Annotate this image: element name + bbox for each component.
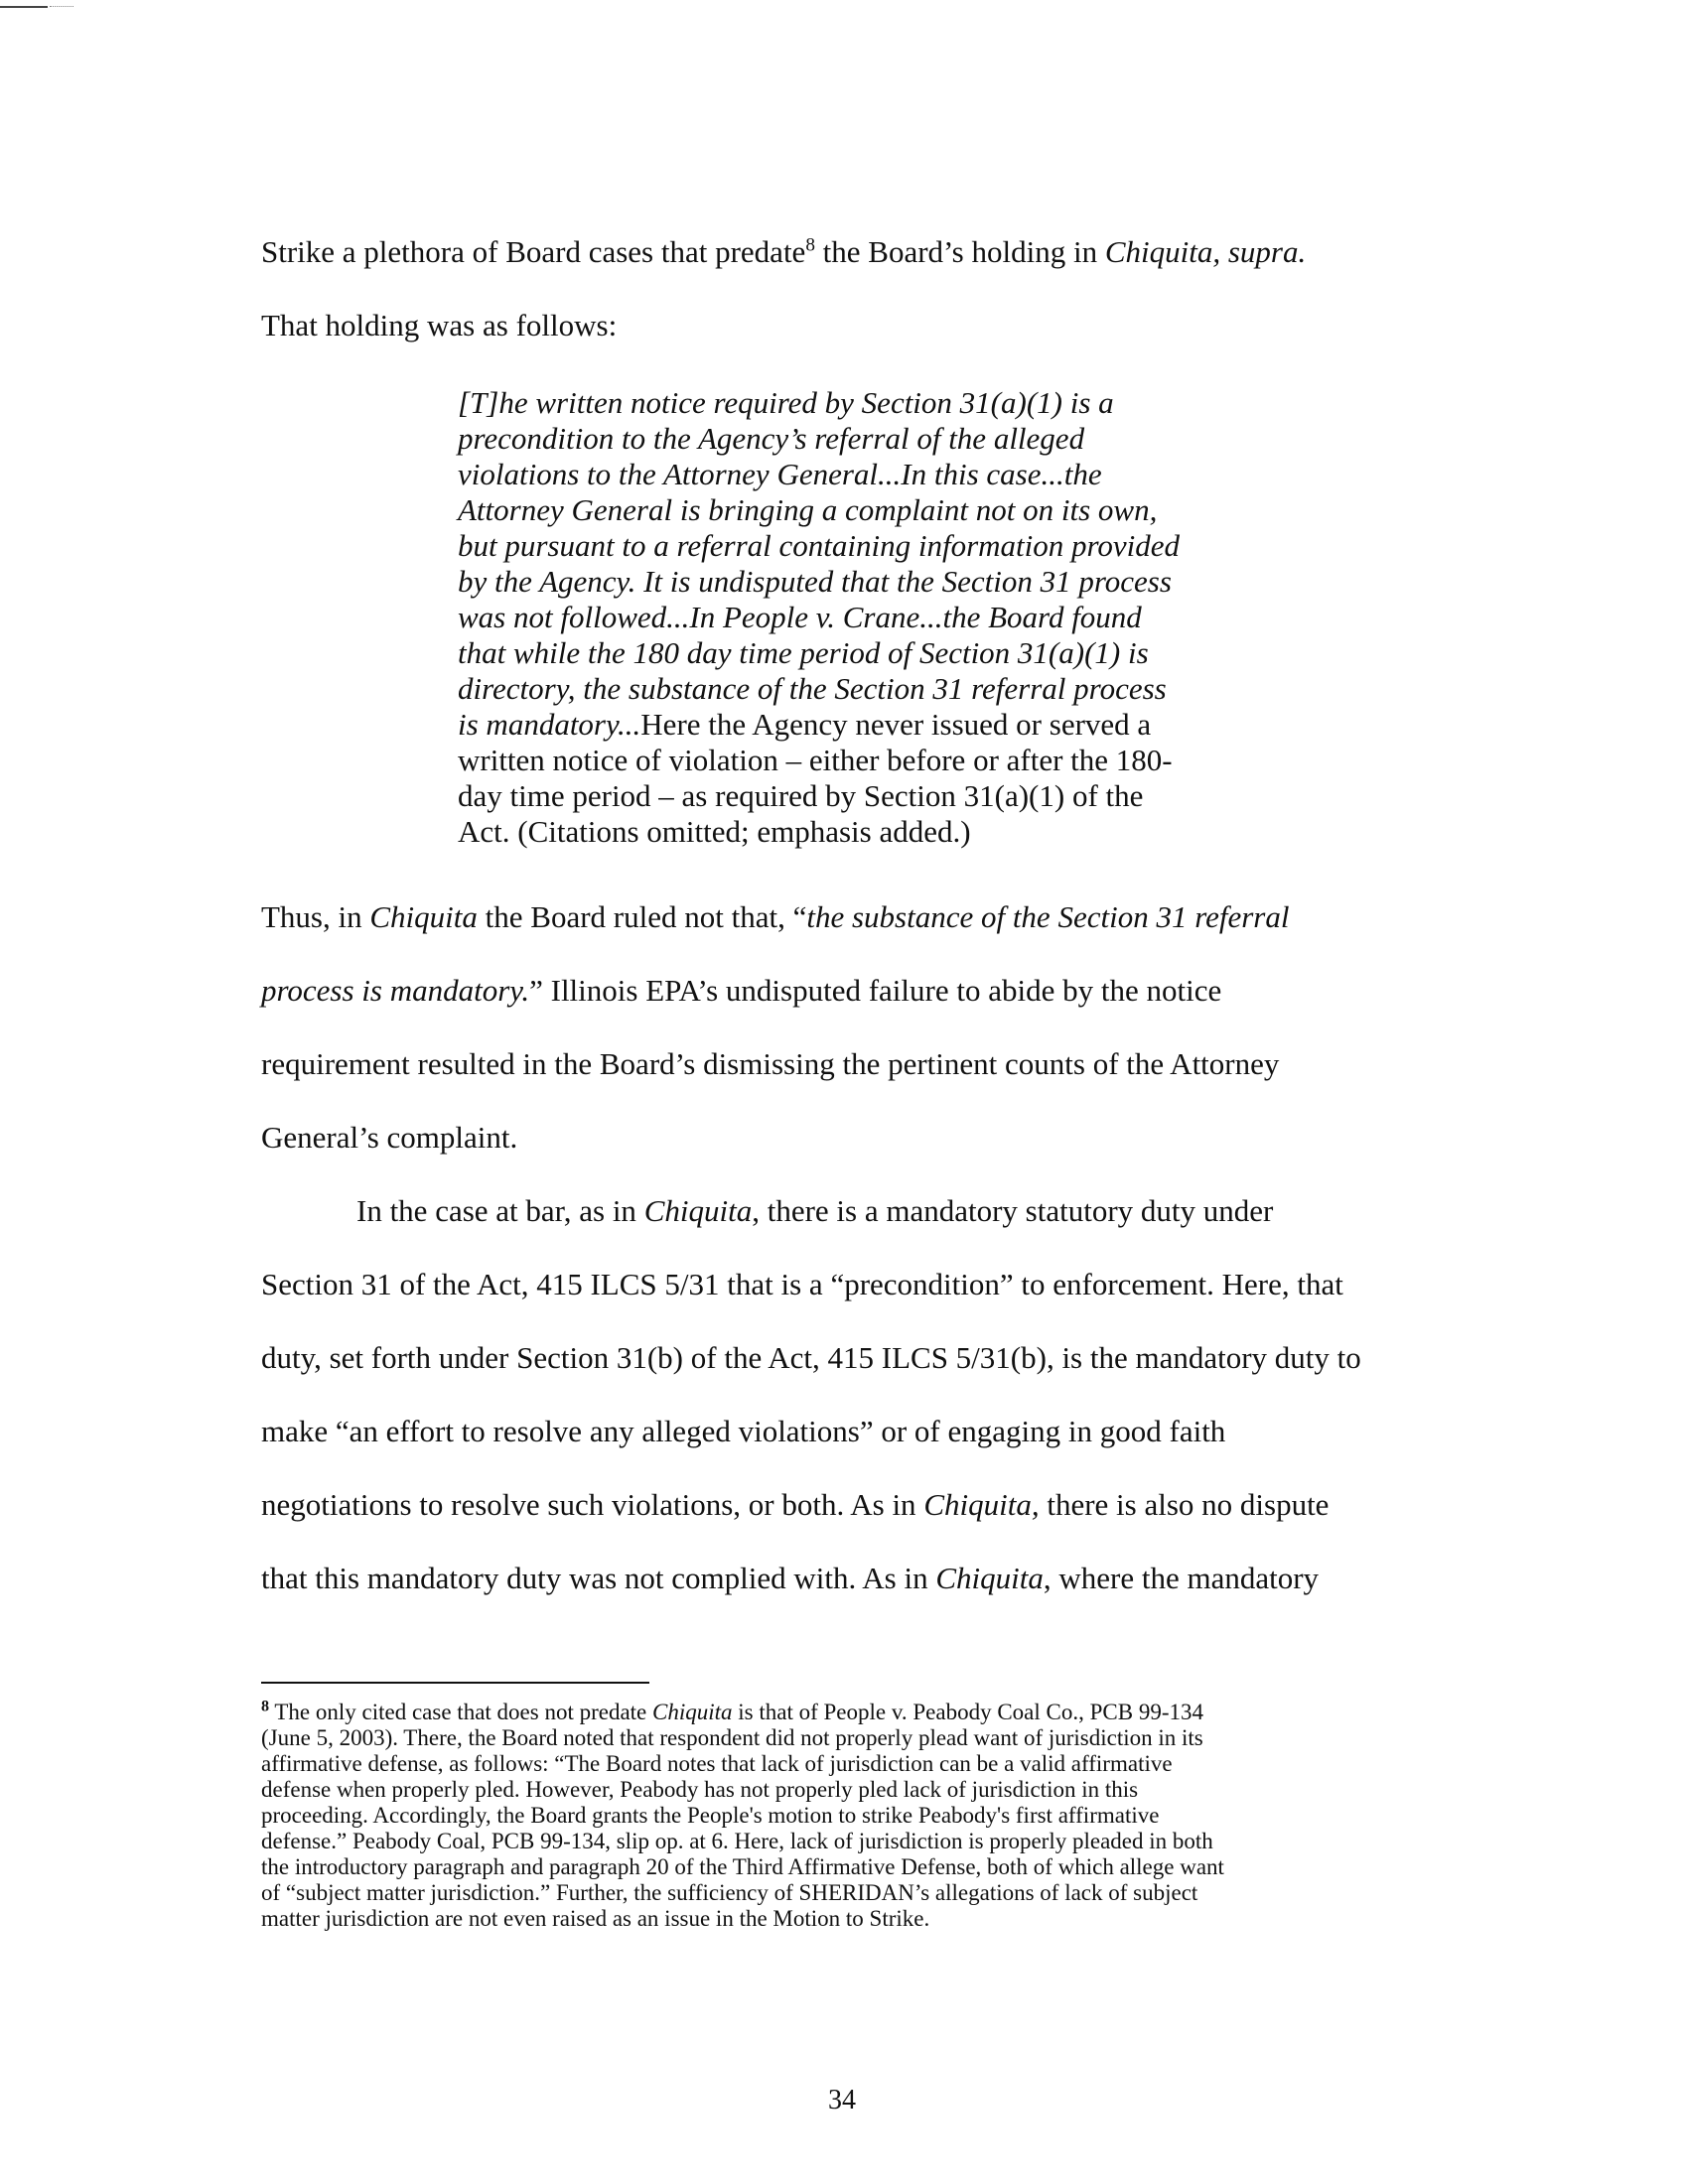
footnote-text: The only cited case that does not predate [269, 1700, 653, 1724]
quote-text: violations to the Attorney General...In this case...the [458, 457, 1102, 491]
quote-line [458, 564, 1172, 600]
page-number: 34 [828, 2085, 856, 2116]
body-text: ” Illinois EPA’s undisputed failure to abide by the notice [529, 973, 1222, 1008]
quote-line [458, 671, 1167, 707]
body-line: requirement resulted in the Board’s dismissing the pertinent counts of the Attorney [261, 1046, 1280, 1081]
footnote-separator [261, 1682, 649, 1684]
scan-corner-mark [0, 6, 48, 8]
quote-text: directory, the substance of the Section 31 referral process [458, 671, 1167, 706]
quote-line: written notice of violation – either before or after the 180- [458, 743, 1173, 777]
quote-text: [T]he written notice required by Section 31(a)(1) is a [458, 385, 1114, 420]
footnote-reference-8[interactable]: 8 [805, 234, 815, 256]
quoted-holding: the substance of the Section 31 referral [806, 899, 1290, 934]
intro-line-2: That holding was as follows: [261, 308, 618, 342]
case-name: Chiquita [652, 1700, 733, 1724]
quote-text: precondition to the Agency’s referral of the alleged [458, 421, 1085, 456]
scan-corner-mark-tail [50, 6, 73, 7]
footnote-line: defense when properly pled. However, Peabody has not properly pled lack of jurisdiction in this [261, 1777, 1139, 1802]
quote-line: Act. (Citations omitted; emphasis added.) [458, 814, 971, 849]
quoted-holding: process is mandatory. [261, 973, 530, 1008]
body-line [261, 1561, 1319, 1596]
quote-text: but pursuant to a referral containing information provided [458, 528, 1181, 563]
quote-text-italic: is mandatory... [458, 707, 641, 742]
body-line [261, 1487, 1329, 1523]
footnote-line: (June 5, 2003). There, the Board noted that respondent did not properly plead want of jurisdiction in its [261, 1725, 1203, 1750]
footnote-line: the introductory paragraph and paragraph 20 of the Third Affirmative Defense, both of which allege want [261, 1854, 1224, 1879]
quote-text-roman: Here the Agency never issued or served a [640, 707, 1152, 742]
body-text: , there is a mandatory statutory duty under [752, 1193, 1274, 1228]
footnote-line [261, 1700, 1203, 1725]
footnote-line: of “subject matter jurisdiction.” Further, the sufficiency of SHERIDAN’s allegations of lack of subject [261, 1880, 1198, 1905]
body-line: Section 31 of the Act, 415 ILCS 5/31 that is a “precondition” to enforcement. Here, that [261, 1267, 1343, 1301]
footnote-line: proceeding. Accordingly, the Board grants the People's motion to strike Peabody's first affirmative [261, 1803, 1160, 1828]
body-line [261, 899, 1289, 935]
body-text: , where the mandatory [1043, 1561, 1320, 1595]
body-line [261, 973, 1221, 1009]
quote-line [458, 635, 1149, 671]
case-name: Chiquita [369, 899, 478, 934]
quote-text: was not followed...In People v. Crane...the Board found [458, 600, 1142, 634]
case-name: Chiquita, [923, 1487, 1040, 1522]
footnote-text: is that of People v. Peabody Coal Co., PCB 99-134 [732, 1700, 1203, 1724]
intro-text-b: the Board’s holding in [814, 234, 1105, 269]
quote-text: by the Agency. It is undisputed that the Section 31 process [458, 564, 1172, 599]
body-line: duty, set forth under Section 31(b) of the Act, 415 ILCS 5/31(b), is the mandatory duty to [261, 1340, 1361, 1375]
footnote-line: matter jurisdiction are not even raised as an issue in the Motion to Strike. [261, 1906, 930, 1931]
body-text: the Board ruled not that, “ [477, 899, 807, 934]
case-name: Chiquita [935, 1561, 1044, 1595]
body-text: that this mandatory duty was not complied with. As in [261, 1561, 936, 1595]
quote-line [458, 421, 1084, 457]
body-line [356, 1193, 1273, 1229]
intro-line-1 [261, 234, 1306, 270]
footnote-marker: 8 [261, 1698, 270, 1715]
body-line: General’s complaint. [261, 1120, 518, 1155]
intro-case-name: Chiquita, supra. [1104, 234, 1307, 269]
footnote-line: affirmative defense, as follows: “The Board notes that lack of jurisdiction can be a valid affirmative [261, 1751, 1173, 1776]
body-text: In the case at bar, as in [356, 1193, 644, 1228]
body-text: there is also no dispute [1039, 1487, 1330, 1522]
body-line: make “an effort to resolve any alleged violations” or of engaging in good faith [261, 1414, 1226, 1448]
quote-text: Attorney General is bringing a complaint not on its own, [458, 492, 1158, 527]
quote-line [458, 600, 1142, 635]
quote-text: that while the 180 day time period of Section 31(a)(1) is [458, 635, 1149, 670]
body-text: negotiations to resolve such violations, or both. As in [261, 1487, 924, 1522]
quote-line [458, 385, 1114, 421]
quote-line [458, 457, 1102, 492]
quote-line [458, 707, 1151, 743]
case-name: Chiquita [643, 1193, 753, 1228]
intro-text-a: Strike a plethora of Board cases that predate [261, 234, 806, 269]
body-text: Thus, in [261, 899, 370, 934]
footnote-line: defense.” Peabody Coal, PCB 99-134, slip op. at 6. Here, lack of jurisdiction is properly pleaded in both [261, 1829, 1213, 1853]
quote-line [458, 528, 1180, 564]
quote-line [458, 492, 1157, 528]
quote-line: day time period – as required by Section 31(a)(1) of the [458, 778, 1144, 813]
